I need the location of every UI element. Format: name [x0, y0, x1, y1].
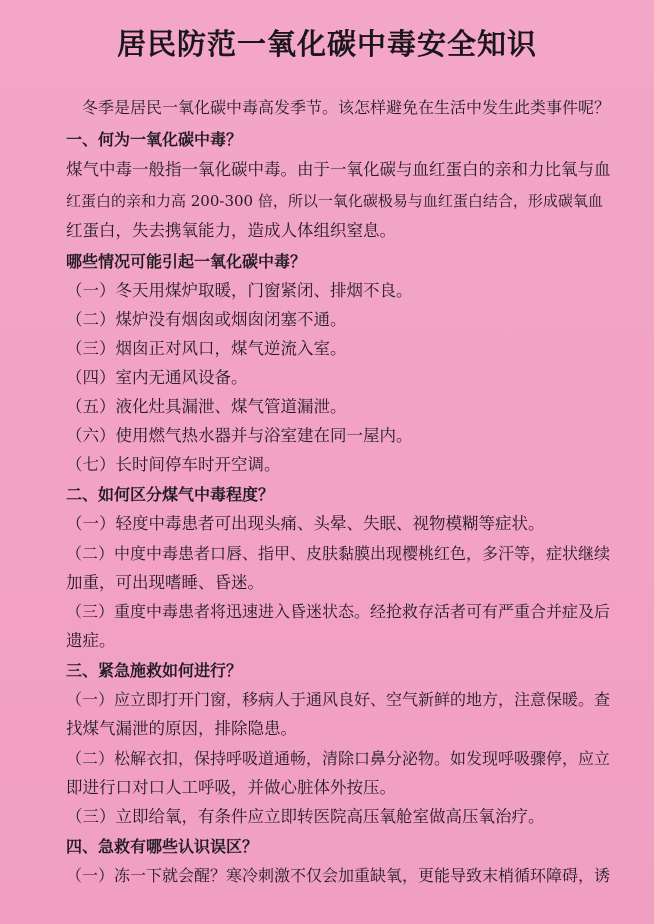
section1-subheading: 哪些情况可能引起一氧化碳中毒？ — [66, 252, 307, 271]
list-item: （四）室内无通风设备。 — [66, 368, 248, 387]
section3-line: 即进行口对口人工呼吸，并做心脏体外按压。 — [66, 778, 396, 797]
list-item: （三）烟囱正对风口，煤气逆流入室。 — [66, 339, 347, 358]
list-item: （七）长时间停车时开空调。 — [66, 455, 281, 474]
list-item: （六）使用燃气热水器并与浴室建在同一屋内。 — [66, 426, 413, 445]
section3-line: （二）松解衣扣，保持呼吸道通畅，清除口鼻分泌物。如发现呼吸骤停，应立 — [66, 749, 611, 768]
section1-heading: 一、何为一氧化碳中毒？ — [66, 130, 243, 149]
section1-body-line: 红蛋白，失去携氧能力，造成人体组织窒息。 — [66, 221, 396, 240]
section3-line: （三）立即给氧，有条件应立即转医院高压氧舱室做高压氧治疗。 — [66, 807, 545, 826]
section2-line: （三）重度中毒患者将迅速进入昏迷状态。经抢救存活者可有严重合并症及后 — [66, 602, 611, 621]
section2-line: （二）中度中毒患者口唇、指甲、皮肤黏膜出现樱桃红色，多汗等，症状继续 — [66, 544, 611, 563]
section2-line: 遗症。 — [66, 631, 116, 650]
section1-body-line: 煤气中毒一般指一氧化碳中毒。由于一氧化碳与血红蛋白的亲和力比氧与血 — [66, 160, 611, 179]
list-item: （五）液化灶具漏泄、煤气管道漏泄。 — [66, 397, 347, 416]
section3-line: （一）应立即打开门窗，移病人于通风良好、空气新鲜的地方，注意保暖。查 — [66, 690, 611, 709]
section3-line: 找煤气漏泄的原因，排除隐患。 — [66, 719, 297, 738]
list-item: （一）冬天用煤炉取暖，门窗紧闭、排烟不良。 — [66, 281, 413, 300]
section1-body-line: 红蛋白的亲和力高 200-300 倍，所以一氧化碳极易与血红蛋白结合，形成碳氧血 — [66, 192, 603, 210]
page-title: 居民防范一氧化碳中毒安全知识 — [116, 27, 537, 61]
section3-heading: 三、紧急施救如何进行？ — [66, 661, 243, 680]
section2-heading: 二、如何区分煤气中毒程度？ — [66, 485, 275, 504]
section4-heading: 四、急救有哪些认识误区？ — [66, 837, 259, 856]
section4-line: （一）冻一下就会醒？寒冷刺激不仅会加重缺氧，更能导致末梢循环障碍，诱 — [66, 866, 611, 885]
intro-text: 冬季是居民一氧化碳中毒高发季节。该怎样避免在生活中发生此类事件呢？ — [82, 98, 611, 117]
section2-line: 加重，可出现嗜睡、昏迷。 — [66, 573, 264, 592]
list-item: （二）煤炉没有烟囱或烟囱闭塞不通。 — [66, 310, 347, 329]
section2-line: （一）轻度中毒患者可出现头痛、头晕、失眠、视物模糊等症状。 — [66, 514, 545, 533]
